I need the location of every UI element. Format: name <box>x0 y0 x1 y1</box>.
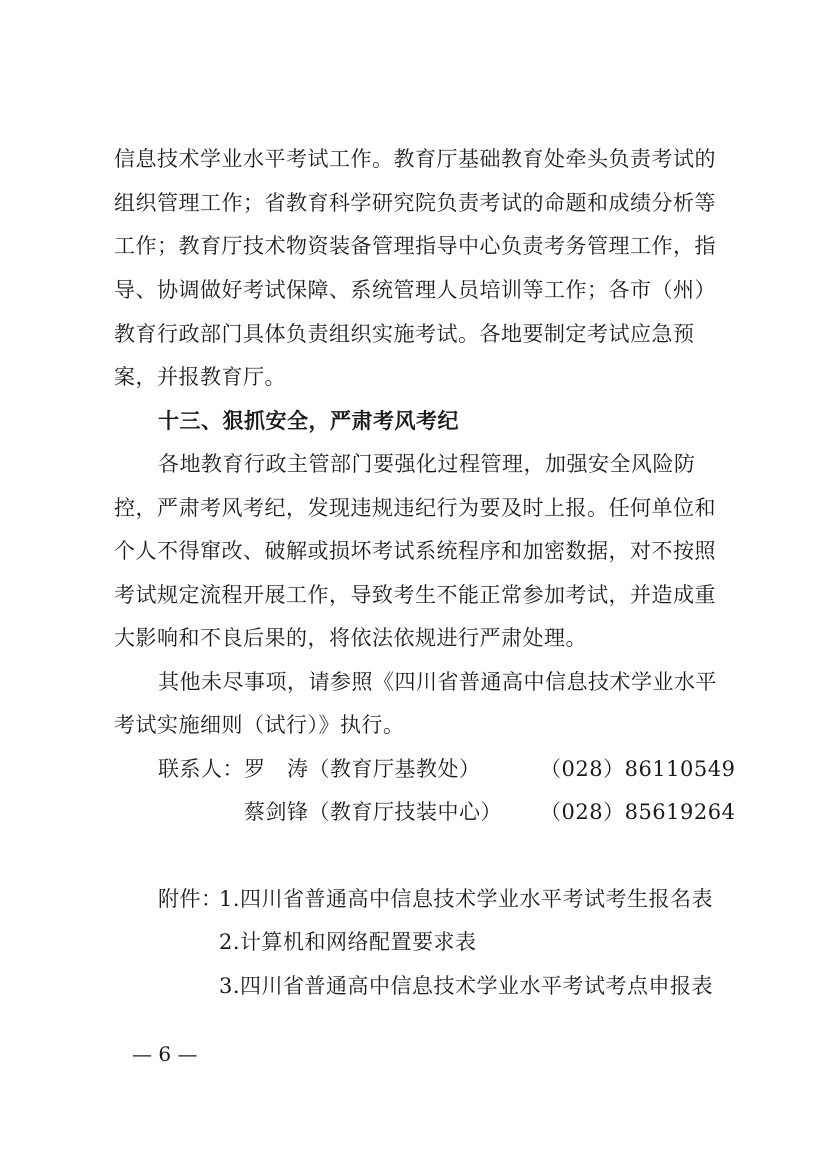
section-line-4: 考试规定流程开展工作，导致考生不能正常参加考试，并造成重 <box>114 583 716 607</box>
contact-name-1: 罗 涛（教育厅基教处） <box>244 757 481 781</box>
section-line-2: 控，严肃考风考纪，发现违规违纪行为要及时上报。任何单位和 <box>114 496 716 520</box>
body-line-5: 教育行政部门具体负责组织实施考试。各地要制定考试应急预 <box>114 322 695 346</box>
attachments-label: 附件： <box>158 887 223 911</box>
attachment-item-2: 2.计算机和网络配置要求表 <box>219 930 477 954</box>
contact-name-2: 蔡剑锋（教育厅技装中心） <box>244 800 502 824</box>
attachment-item-3: 3.四川省普通高中信息技术学业水平考试考点申报表 <box>219 974 714 998</box>
contact-label: 联系人： <box>158 757 244 781</box>
body-line-1: 信息技术学业水平考试工作。教育厅基础教育处牵头负责考试的 <box>114 147 716 171</box>
section-line-3: 个人不得窜改、破解或损坏考试系统程序和加密数据，对不按照 <box>114 539 716 563</box>
section-heading: 十三、狠抓安全，严肃考风考纪 <box>158 409 459 433</box>
contact-phone-1: （028）86110549 <box>540 757 736 781</box>
contact-phone-2: （028）85619264 <box>540 800 736 824</box>
body-line-3: 工作；教育厅技术物资装备管理指导中心负责考务管理工作，指 <box>114 234 716 258</box>
body-line-6: 案，并报教育厅。 <box>114 365 286 389</box>
page-number: — 6 — <box>132 1042 198 1066</box>
attachment-item-1: 1.四川省普通高中信息技术学业水平考试考生报名表 <box>219 887 714 911</box>
other-line-1: 其他未尽事项，请参照《四川省普通高中信息技术学业水平 <box>158 670 717 694</box>
other-line-2: 考试实施细则（试行）》执行。 <box>114 713 405 737</box>
section-line-1: 各地教育行政主管部门要强化过程管理，加强安全风险防 <box>158 452 696 476</box>
section-line-5: 大影响和不良后果的，将依法依规进行严肃处理。 <box>114 626 587 650</box>
body-line-2: 组织管理工作；省教育科学研究院负责考试的命题和成绩分析等 <box>114 191 716 215</box>
body-line-4: 导、协调做好考试保障、系统管理人员培训等工作；各市（州） <box>114 278 716 302</box>
